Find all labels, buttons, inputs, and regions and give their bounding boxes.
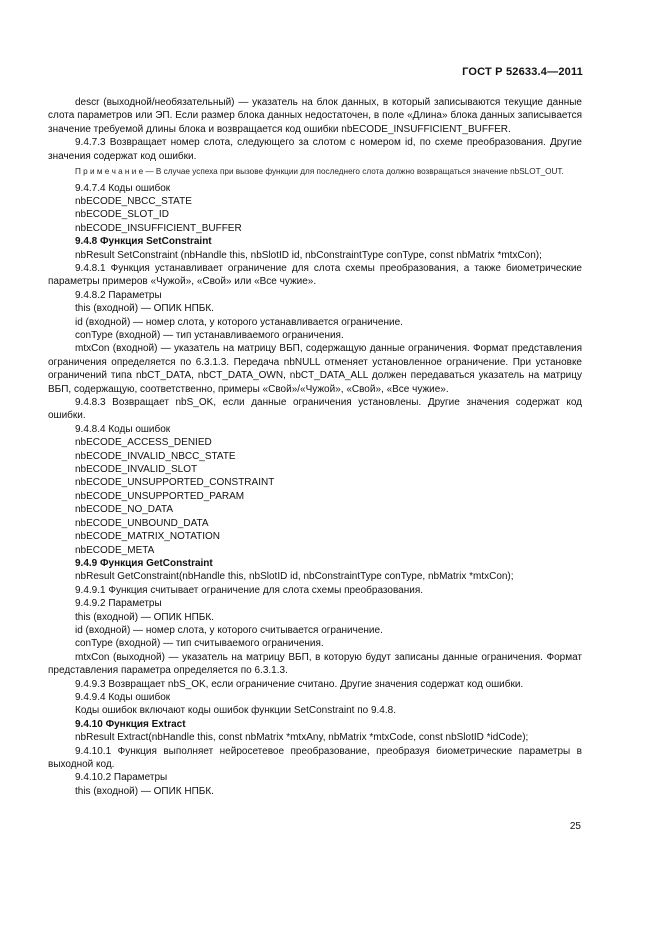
paragraph: nbECODE_SLOT_ID xyxy=(75,209,169,221)
section-heading: 9.4.9 Функция GetConstraint xyxy=(75,557,213,569)
paragraph: nbResult Extract(nbHandle this, const nbMatrix *mtxAny, nbMatrix *mtxCode, const nbSlotID *idCode); xyxy=(75,732,529,744)
paragraph: nbECODE_NBCC_STATE xyxy=(75,195,192,207)
paragraph: nbECODE_MATRIX_NOTATION xyxy=(75,531,221,543)
standard-code-header: ГОСТ Р 52633.4—2011 xyxy=(462,66,583,78)
paragraph: nbECODE_INVALID_SLOT xyxy=(75,464,198,476)
paragraph: 9.4.9.2 Параметры xyxy=(75,598,162,610)
section-heading: 9.4.10 Функция Extract xyxy=(75,718,186,730)
paragraph: mtxCon (входной) — указатель на матрицу ВБП, содержащую данные ограничения. Формат представления ограничения определяется по 6.3.1.3. Передача nbNULL отменяет установленное ограничение. При установке ограничений типа nbCT_DATA, nbCT_DATA_OWN, nbCT_DATA_ALL должен передаваться указатель на матрицу ВБП, содержащую, соответственно, примеры «Свой»/«Чужой», «Свой», «Все чужие». xyxy=(48,343,582,395)
paragraph: nbECODE_UNSUPPORTED_PARAM xyxy=(75,490,245,502)
paragraph: id (входной) — номер слота, у которого считывается ограничение. xyxy=(75,624,383,636)
paragraph: this (входной) — ОПИК НПБК. xyxy=(75,785,214,797)
paragraph: id (входной) — номер слота, у которого устанавливается ограничение. xyxy=(75,316,403,328)
paragraph: this (входной) — ОПИК НПБК. xyxy=(75,303,214,315)
paragraph: 9.4.8.4 Коды ошибок xyxy=(75,423,171,435)
paragraph: nbECODE_UNSUPPORTED_CONSTRAINT xyxy=(75,477,275,489)
paragraph: 9.4.8.2 Параметры xyxy=(75,289,162,301)
paragraph: Коды ошибок включают коды ошибок функции SetConstraint по 9.4.8. xyxy=(75,705,396,717)
paragraph: 9.4.10.1 Функция выполняет нейросетевое преобразование, преобразуя биометрические параметры в выходной код. xyxy=(48,745,582,770)
body-text xyxy=(48,96,582,798)
paragraph: conType (входной) — тип считываемого ограничения. xyxy=(75,638,324,650)
paragraph: 9.4.8.1 Функция устанавливает ограничение для слота схемы преобразования, а также биометрические параметры примеров «Чужой», «Свой» или «Все чужие». xyxy=(48,262,582,288)
paragraph: 9.4.9.1 Функция считывает ограничение для слота схемы преобразования. xyxy=(75,584,424,596)
paragraph: nbECODE_ACCESS_DENIED xyxy=(75,437,212,449)
page-number: 25 xyxy=(569,821,581,832)
paragraph: 9.4.7.3 Возвращает номер слота, следующего за слотом с номером id, по схеме преобразования. Другие значения содержат код ошибки. xyxy=(48,137,582,162)
section-heading: 9.4.8 Функция SetConstraint xyxy=(75,236,212,248)
paragraph: descr (выходной/необязательный) — указатель на блок данных, в который записываются текущие данные слота параметров или ЭП. Если размер блока данных недостаточен, в поле «Длина» блока данных записывается значение требуемой длины блока и возвращается код ошибки nbECODE_INSUFFICIENT_BUFFER. xyxy=(48,97,582,135)
paragraph: nbECODE_INSUFFICIENT_BUFFER xyxy=(75,222,242,234)
paragraph: conType (входной) — тип устанавливаемого ограничения. xyxy=(75,330,344,341)
paragraph: 9.4.8.3 Возвращает nbS_OK, если данные ограничения установлены. Другие значения содержат код ошибки. xyxy=(48,397,582,422)
paragraph: 9.4.7.4 Коды ошибок xyxy=(75,182,171,194)
paragraph: mtxCon (выходной) — указатель на матрицу ВБП, в которую будут записаны данные ограничения. Формат представления параметра определяется по 6.3.1.3. xyxy=(48,651,582,677)
paragraph: nbECODE_INVALID_NBCC_STATE xyxy=(75,450,236,462)
paragraph: nbResult SetConstraint (nbHandle this, nbSlotID id, nbConstraintType conType, const nbMatrix *mtxCon); xyxy=(75,249,542,261)
paragraph: nbECODE_NO_DATA xyxy=(75,504,173,516)
paragraph: 9.4.9.4 Коды ошибок xyxy=(75,691,171,703)
paragraph: nbECODE_UNBOUND_DATA xyxy=(75,517,209,529)
paragraph: this (входной) — ОПИК НПБК. xyxy=(75,611,214,623)
note-paragraph: П р и м е ч а н и е — В случае успеха при вызове функции для последнего слота должно возвращаться значение nbSLOT_OUT. xyxy=(75,167,564,177)
paragraph: nbECODE_META xyxy=(75,544,155,556)
paragraph: 9.4.10.2 Параметры xyxy=(75,772,168,784)
paragraph: nbResult GetConstraint(nbHandle this, nbSlotID id, nbConstraintType conType, nbMatrix *mtxCon); xyxy=(75,571,514,583)
paragraph: 9.4.9.3 Возвращает nbS_OK, если ограничение считано. Другие значения содержат код ошибки. xyxy=(75,678,524,690)
